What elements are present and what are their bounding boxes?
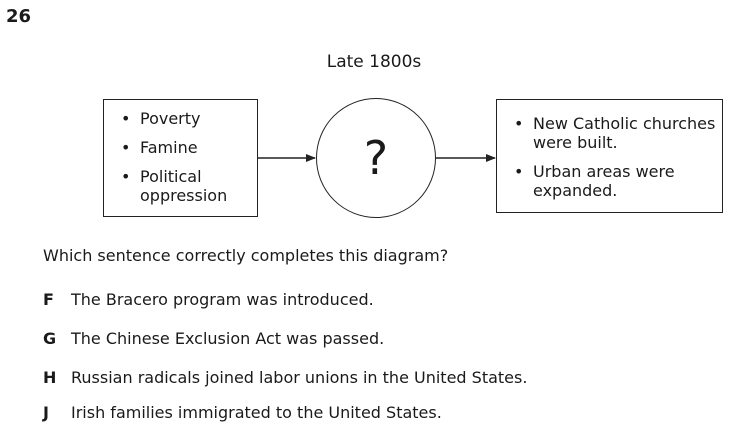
cause-item: • Famine [104,138,257,157]
choice-text: Russian radicals joined labor unions in the United States. [71,368,528,387]
answer-choice-h[interactable] [43,368,527,387]
choice-letter: J [43,403,49,422]
choice-letter: F [43,290,54,309]
effects-list [497,100,722,200]
choice-text: The Chinese Exclusion Act was passed. [71,329,385,348]
choice-letter: H [43,368,57,387]
question-number: 26 [6,6,32,27]
causes-box [103,99,258,217]
answer-choice-j[interactable] [43,403,442,422]
diagram-title: Late 1800s [326,52,422,72]
question-prompt: Which sentence correctly completes this diagram? [43,246,449,265]
effect-item: • Urban areas were expanded. [497,162,722,200]
choice-text: Irish families immigrated to the United States. [71,403,442,422]
unknown-event-circle: ? [316,98,436,218]
choice-letter: G [43,329,57,348]
effect-item: • New Catholic churches were built. [497,114,722,152]
cause-item: • Political oppression [104,167,257,205]
answer-choice-f[interactable] [43,290,374,309]
effects-box [496,99,723,213]
cause-item: • Poverty [104,109,257,128]
causes-list [104,100,257,205]
answer-choice-g[interactable] [43,329,384,348]
choice-text: The Bracero program was introduced. [71,290,374,309]
